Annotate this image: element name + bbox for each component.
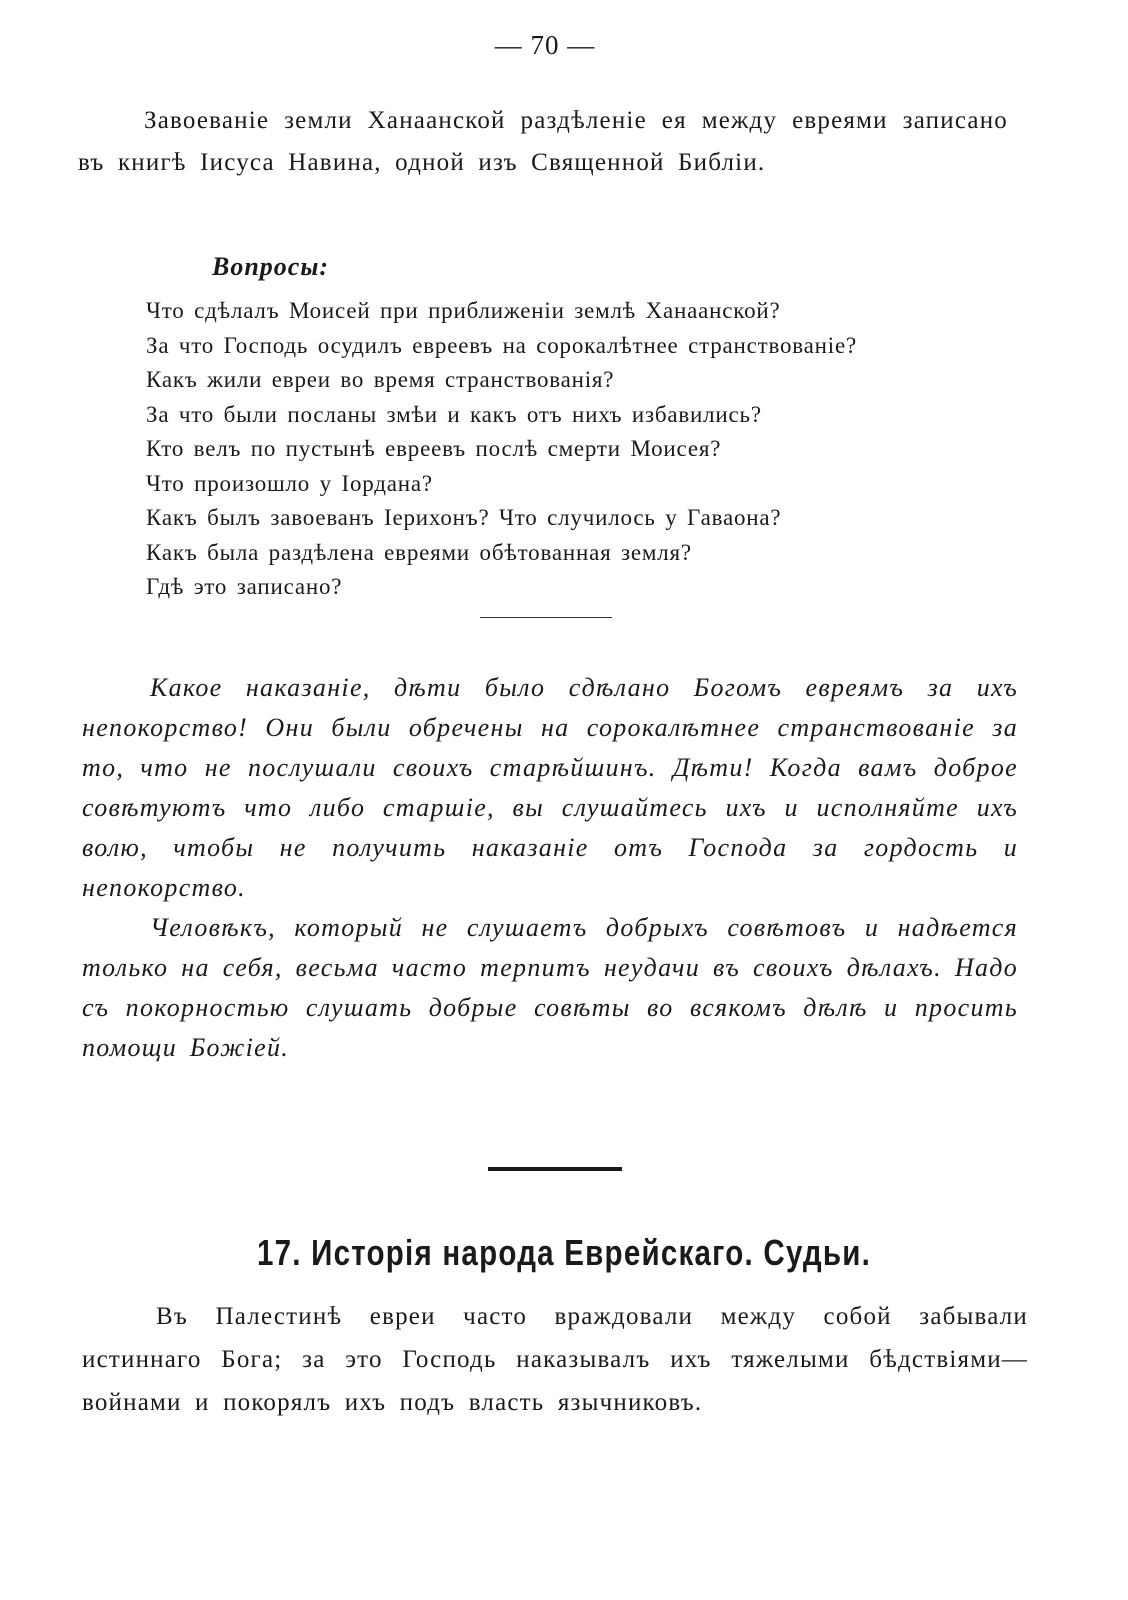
question-item: Кто велъ по пустынѣ евреевъ послѣ смерти Моисея?	[146, 436, 722, 461]
question-item: Что произошло у Іордана?	[146, 470, 433, 496]
chapter-paragraph: Въ Палестинѣ евреи часто враждовали между собой забывали истиннаго Бога; за это Господь наказывалъ ихъ тяжелыми бѣдствіями—войнами и покорялъ ихъ подъ власть язычниковъ.	[82, 1303, 1028, 1416]
question-item: За что были посланы змѣи и какъ отъ нихъ избавились?	[146, 401, 762, 427]
chapter-divider	[488, 1167, 622, 1171]
questions-title: Вопросы:	[212, 252, 330, 281]
question-item: Что сдѣлалъ Моисей при приближеніи землѣ Ханаанской?	[146, 298, 781, 323]
question-item: Гдѣ это записано?	[146, 574, 343, 599]
questions-list	[146, 294, 1046, 605]
section-divider	[480, 617, 612, 618]
question-item: Какъ былъ завоеванъ Іерихонъ? Что случилось у Гаваона?	[146, 505, 782, 530]
question-item: Какъ была раздѣлена евреями обѣтованная земля?	[146, 539, 692, 565]
moral-paragraph: Какое наказаніе, дѣти было сдѣлано Богомъ евреямъ за ихъ непокорство! Они были обречены на сорокалѣтнее странствованіе за то, что не послушали своихъ старѣйшинъ. Дѣти! Когда вамъ доброе совѣтуютъ что либо старшіе, вы слушайтесь ихъ и исполняйте ихъ волю, чтобы не получить наказаніе отъ Господа за гордость и непокорство.	[82, 673, 1018, 902]
moral-section	[82, 668, 1018, 1068]
question-item: Какъ жили евреи во время странствованія?	[146, 367, 615, 392]
chapter-heading: 17. Исторія народа Еврейскаго. Судьи.	[256, 1232, 872, 1273]
question-item: За что Господь осудилъ евреевъ на сорокалѣтнее странствованіе?	[146, 332, 857, 358]
page-number: — 70 —	[494, 30, 596, 60]
intro-paragraph: Завоеваніе земли Ханаанской раздѣленіе ея между евреями записано въ книгѣ Іисуса Навина, одной изъ Священной Библіи.	[78, 107, 1008, 176]
moral-paragraph: Человѣкъ, который не слушаетъ добрыхъ совѣтовъ и надѣется только на себя, весьма часто терпитъ неудачи въ своихъ дѣлахъ. Надо съ покорностью слушать добрые совѣты во всякомъ дѣлѣ и просить помощи Божіей.	[82, 913, 1018, 1062]
